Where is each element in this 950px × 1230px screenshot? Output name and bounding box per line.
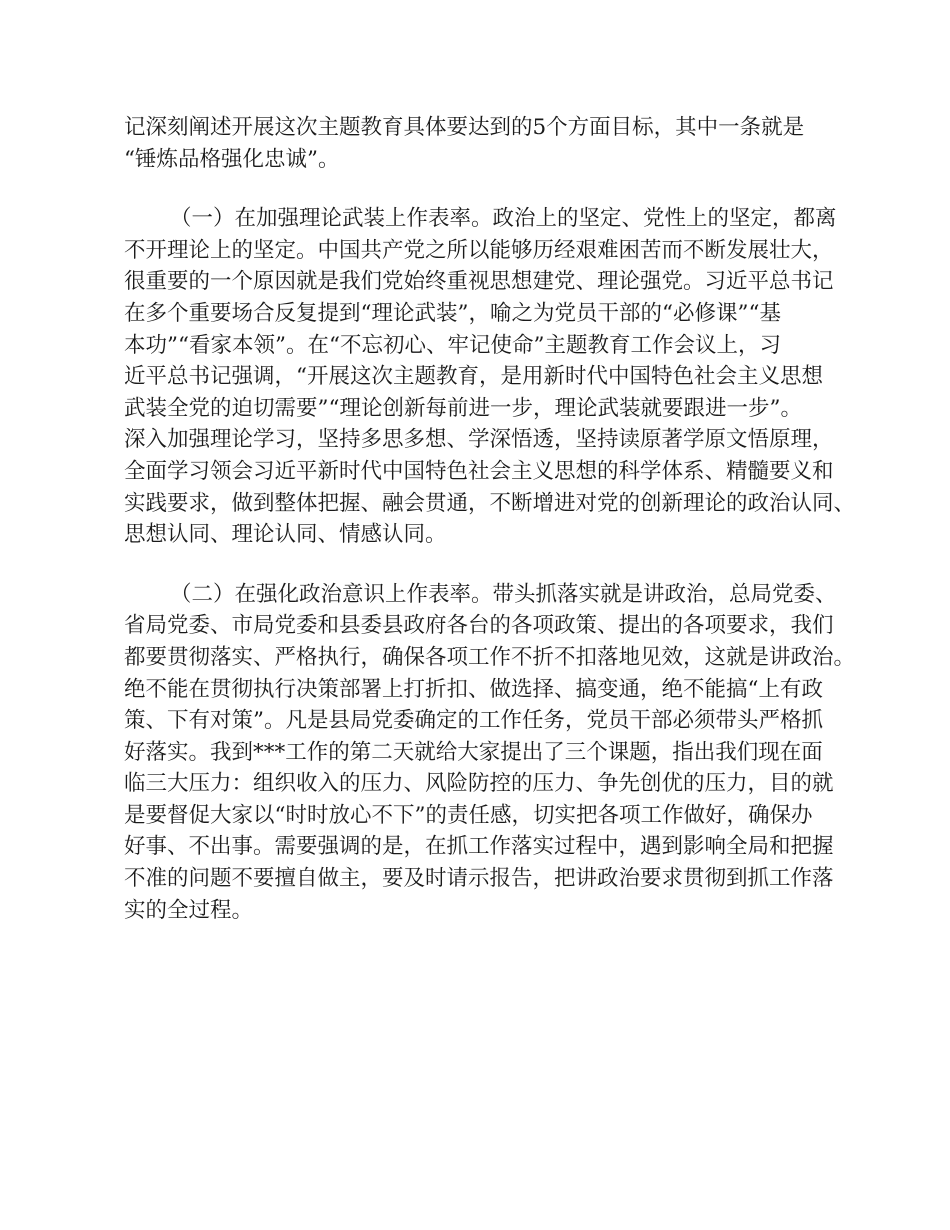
document-body xyxy=(124,112,856,926)
paragraph-intro-continuation xyxy=(124,112,836,175)
text-line: 本功”“看家本领”。在“不忘初心、牢记使命”主题教育工作会议上，习 xyxy=(124,332,781,358)
text-line: 近平总书记强调，“开展这次主题教育，是用新时代中国特色社会主义思想 xyxy=(124,364,823,390)
text-line: 临三大压力：组织收入的压力、风险防控的压力、争先创优的压力，目的就 xyxy=(124,771,834,797)
text-line: （二）在强化政治意识上作表率。带头抓落实就是讲政治，总局党委、 xyxy=(170,581,837,607)
text-line: 都要贯彻落实、严格执行，确保各项工作不折不扣落地见效，这就是讲政治。 xyxy=(124,644,856,670)
text-line: 深入加强理论学习，坚持多思多想、学深悟透，坚持读原著学原文悟原理， xyxy=(124,427,834,453)
text-line: 策、下有对策”。凡是县局党委确定的工作任务，党员干部必须带头严格抓 xyxy=(124,708,823,734)
text-line: 好事、不出事。需要强调的是，在抓工作落实过程中，遇到影响全局和把握 xyxy=(124,834,834,860)
text-line: 不准的问题不要擅自做主，要及时请示报告，把讲政治要求贯彻到抓工作落 xyxy=(124,866,834,892)
text-line: 不开理论上的坚定。中国共产党之所以能够历经艰难困苦而不断发展壮大， xyxy=(124,237,834,263)
text-line: 思想认同、理论认同、情感认同。 xyxy=(124,522,447,548)
text-line: 好落实。我到***工作的第二天就给大家提出了三个课题，指出我们现在面 xyxy=(124,739,823,765)
text-line: 是要督促大家以“时时放心不下”的责任感，切实把各项工作做好，确保办 xyxy=(124,802,813,828)
text-line: 武装全党的迫切需要”“理论创新每前进一步，理论武装就要跟进一步”。 xyxy=(124,395,802,421)
text-line: 记深刻阐述开展这次主题教育具体要达到的5个方面目标，其中一条就是 xyxy=(124,115,805,140)
text-line: 实践要求，做到整体把握、融会贯通，不断增进对党的创新理论的政治认同、 xyxy=(124,490,856,516)
paragraph-theory-armament xyxy=(124,203,856,551)
text-line: （一）在加强理论武装上作表率。政治上的坚定、党性上的坚定，都离 xyxy=(170,206,837,232)
paragraph-political-awareness xyxy=(124,579,856,927)
text-line: 很重要的一个原因就是我们党始终重视思想建党、理论强党。习近平总书记 xyxy=(124,269,834,295)
text-line: 省局党委、市局党委和县委县政府各台的各项政策、提出的各项要求，我们 xyxy=(124,613,834,639)
text-line: 在多个重要场合反复提到“理论武装”，喻之为党员干部的“必修课”“基 xyxy=(124,300,781,326)
text-line: 全面学习领会习近平新时代中国特色社会主义思想的科学体系、精髓要义和 xyxy=(124,458,834,484)
text-line: 绝不能在贯彻执行决策部署上打折扣、做选择、搞变通，绝不能搞“上有政 xyxy=(124,676,823,702)
text-line: “锤炼品格强化忠诚”。 xyxy=(124,146,340,172)
paragraph-spacer xyxy=(124,551,836,579)
paragraph-spacer xyxy=(124,175,836,203)
text-line: 实的全过程。 xyxy=(124,897,254,923)
